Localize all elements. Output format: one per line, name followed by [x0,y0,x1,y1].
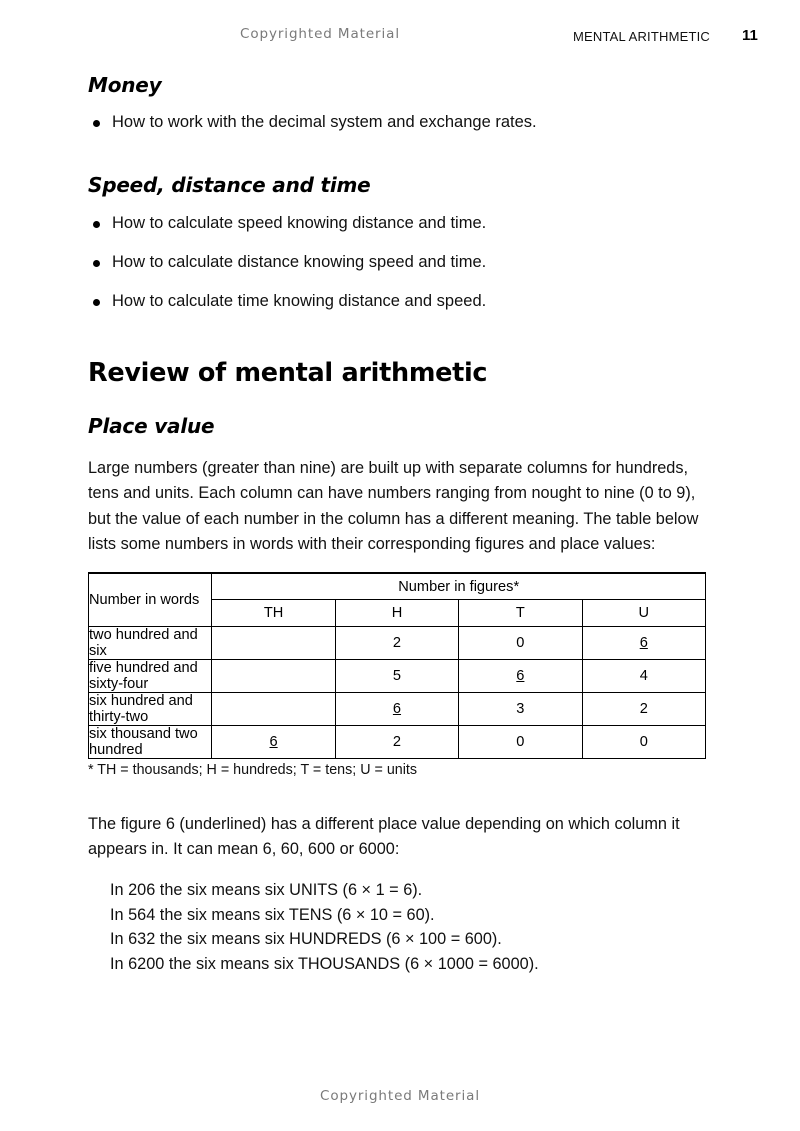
table-cell-h: 2 [335,627,458,660]
example-line: In 564 the six means six TENS (6 × 10 = 60). [110,905,435,924]
table-cell-words: five hundred and sixty-four [89,660,212,693]
bullet-dot-icon [93,299,100,306]
bullet-dot-icon [93,120,100,127]
money-bullet-list [88,113,712,133]
table-header-col-t: T [459,600,582,627]
table-row [89,693,706,726]
table-cell-words: six hundred and thirty-two [89,693,212,726]
speed-bullet-list [88,214,712,311]
table-row [89,627,706,660]
heading-money: Money [88,73,162,97]
page-number: 11 [742,27,758,44]
table-cell-h: 5 [335,660,458,693]
table-cell-u: 4 [582,660,705,693]
list-item-text: How to calculate distance knowing speed and time. [112,252,487,271]
list-item [88,292,712,312]
heading-place-value: Place value [88,414,215,438]
list-item-text: How to calculate speed knowing distance and time. [112,214,487,232]
place-value-intro-paragraph: Large numbers (greater than nine) are built up with separate columns for hundreds, tens and units. Each column can have numbers ranging from nought to nine (0 to 9), but the value of each number in the column has a different meaning. The table below lists some numbers in words with their corresponding figures and place values: [88,459,699,553]
list-item [88,214,712,234]
figure-six-paragraph: The figure 6 (underlined) has a different place value depending on which column it appears in. It can mean 6, 60, 600 or 6000: [88,815,680,859]
place-value-examples-list [110,878,710,976]
table-cell-t: 3 [459,693,582,726]
table-cell-th [212,660,335,693]
table-header-number-in-figures: Number in figures* [212,573,706,600]
table-footnote: * TH = thousands; H = hundreds; T = tens; U = units [88,762,418,778]
table-cell-th [212,693,335,726]
heading-speed-distance-time: Speed, distance and time [88,173,371,197]
table-header-number-in-words: Number in words [89,573,212,627]
table-header-col-u: U [582,600,705,627]
list-item-text: How to work with the decimal system and exchange rates. [112,113,537,131]
table-cell-words: six thousand two hundred [89,726,212,759]
table-cell-t: 0 [459,726,582,759]
table-cell-u: 6 [582,627,705,660]
place-value-table [88,572,706,759]
table-cell-h: 2 [335,726,458,759]
bullet-dot-icon [93,260,100,267]
table-row [89,660,706,693]
example-line: In 206 the six means six UNITS (6 × 1 = 6). [110,881,423,899]
running-head-title: MENTAL ARITHMETIC [573,29,711,44]
bullet-dot-icon [93,221,100,228]
table-cell-th: 6 [212,726,335,759]
table-cell-t: 6 [459,660,582,693]
table-cell-th [212,627,335,660]
copyright-watermark-top-text: Copyrighted Material [240,26,400,42]
list-item-text: How to calculate time knowing distance and speed. [112,291,487,310]
table-cell-u: 2 [582,693,705,726]
table-header-col-h: H [335,600,458,627]
list-item [88,113,712,133]
heading-review-of-mental-arithmetic: Review of mental arithmetic [88,358,488,388]
table-header-row-top [89,573,706,600]
table-cell-u: 0 [582,726,705,759]
table-cell-t: 0 [459,627,582,660]
copyright-watermark-bottom: Copyrighted Material [320,1088,480,1104]
list-item [88,253,712,273]
table-row [89,726,706,759]
table-cell-words: two hundred and six [89,627,212,660]
example-line: In 632 the six means six HUNDREDS (6 × 100 = 600). [110,930,502,948]
table-header-col-th: TH [212,600,335,627]
table-cell-h: 6 [335,693,458,726]
example-line: In 6200 the six means six THOUSANDS (6 × 1000 = 6000). [110,954,539,973]
